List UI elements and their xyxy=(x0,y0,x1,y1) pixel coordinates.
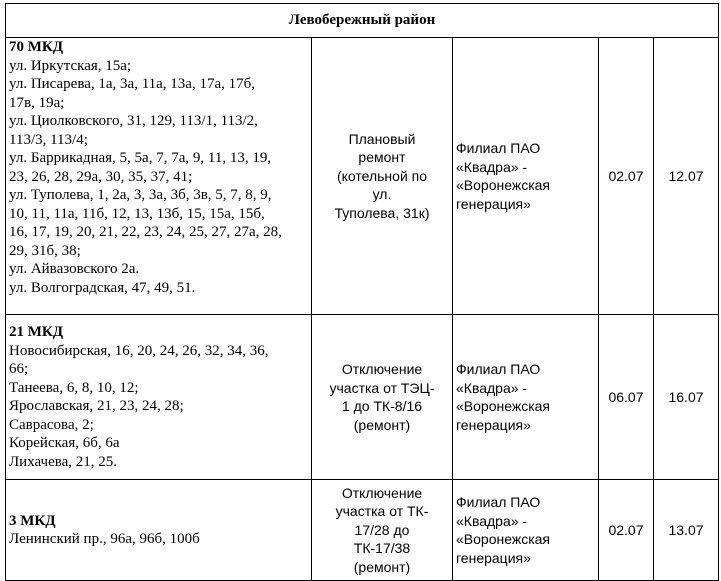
executor-line: Филиал ПАО xyxy=(456,361,541,377)
reason-line: ТК-17/38 xyxy=(353,540,411,557)
executor-line: Филиал ПАО xyxy=(456,494,541,510)
region-header-row xyxy=(6,4,719,38)
executor-line: «Воронежская xyxy=(456,531,551,547)
executor-line: «Квадра» - xyxy=(456,379,528,396)
executor-cell xyxy=(453,38,599,315)
address-line: ул. Айвазовского 2а. xyxy=(9,261,140,277)
reason-line: ремонт xyxy=(358,149,406,166)
executor-line: генерация» xyxy=(456,416,531,433)
executor-line: генерация» xyxy=(456,549,531,566)
executor-line: Филиал ПАО xyxy=(456,140,541,156)
reason-line: ул. xyxy=(372,186,392,203)
building-count: 21 МКД xyxy=(9,324,64,340)
address-line: Танеева, 6, 8, 10, 12; xyxy=(9,379,139,396)
reason-line: (ремонт) xyxy=(353,558,411,575)
address-line: ул. Баррикадная, 5, 5а, 7, 7а, 9, 11, 13, 19, xyxy=(9,150,272,166)
address-line: ул. Иркутская, 15а; xyxy=(9,57,132,74)
executor-line: генерация» xyxy=(456,195,531,212)
address-line: ул. Волгоградская, 47, 49, 51. xyxy=(9,279,196,296)
executor-line: «Воронежская xyxy=(456,398,551,414)
address-line: 113/3, 113/4; xyxy=(9,131,88,148)
reason-line: участка от ТК- xyxy=(335,503,429,520)
reason-line: Отключение xyxy=(341,484,423,501)
building-count: 3 МКД xyxy=(9,512,56,529)
date-from: 02.07 xyxy=(599,480,654,581)
address-line: ул. Циолковского, 31, 129, 113/1, 113/2, xyxy=(9,113,258,129)
executor-cell xyxy=(453,315,599,480)
reason-line: (ремонт) xyxy=(353,416,411,433)
address-line: 23, 26, 28, 29а, 30, 35, 37, 41; xyxy=(9,168,193,185)
address-line: Саврасова, 2; xyxy=(9,416,94,433)
address-line: 10, 11, 11а, 11б, 12, 13, 13б, 15, 15а, 15б, xyxy=(9,205,265,222)
reason-line: 1 до ТК-8/16 xyxy=(341,398,423,414)
address-cell xyxy=(6,38,312,315)
table-row xyxy=(6,315,719,480)
address-line: 29, 31б, 38; xyxy=(9,242,81,259)
reason-cell xyxy=(312,480,453,581)
reason-cell xyxy=(312,38,453,315)
region-title: Левобережный район xyxy=(6,4,719,38)
address-line: Корейская, 6б, 6а xyxy=(9,435,120,451)
table-row xyxy=(6,480,719,581)
address-cell xyxy=(6,480,312,581)
reason-cell xyxy=(312,315,453,480)
address-line: ул. Писарева, 1а, 3а, 11а, 13а, 17а, 17б, xyxy=(9,76,255,92)
date-from: 06.07 xyxy=(599,315,654,480)
reason-line: Отключение xyxy=(341,361,423,377)
reason-line: Плановый xyxy=(348,130,416,147)
executor-line: «Воронежская xyxy=(456,177,551,193)
table-row xyxy=(6,38,719,315)
address-line: ул. Туполева, 1, 2а, 3, 3а, 3б, 3в, 5, 7, 8, 9, xyxy=(9,187,272,203)
executor-line: «Квадра» - xyxy=(456,158,528,175)
address-line: 66; xyxy=(9,361,29,377)
address-line: 16, 17, 19, 20, 21, 22, 23, 24, 25, 27, 27а, 28, xyxy=(9,224,282,240)
outage-table xyxy=(5,3,719,581)
building-count: 70 МКД xyxy=(9,39,64,55)
executor-cell xyxy=(453,480,599,581)
reason-line: участка от ТЭЦ- xyxy=(329,379,435,396)
date-to: 12.07 xyxy=(654,38,719,315)
date-to: 16.07 xyxy=(654,315,719,480)
address-line: Лихачева, 21, 25. xyxy=(9,453,118,470)
address-cell xyxy=(6,315,312,480)
date-to: 13.07 xyxy=(654,480,719,581)
reason-line: (котельной по xyxy=(336,167,428,184)
address-line: 17в, 19а; xyxy=(9,94,65,111)
reason-line: 17/28 до xyxy=(354,521,410,538)
address-line: Новосибирская, 16, 20, 24, 26, 32, 34, 36, xyxy=(9,342,269,359)
reason-line: Туполева, 31к) xyxy=(334,204,430,221)
executor-line: «Квадра» - xyxy=(456,512,528,529)
date-from: 02.07 xyxy=(599,38,654,315)
address-line: Ярославская, 21, 23, 24, 28; xyxy=(9,398,184,414)
address-line: Ленинский пр., 96а, 96б, 100б xyxy=(9,531,200,547)
